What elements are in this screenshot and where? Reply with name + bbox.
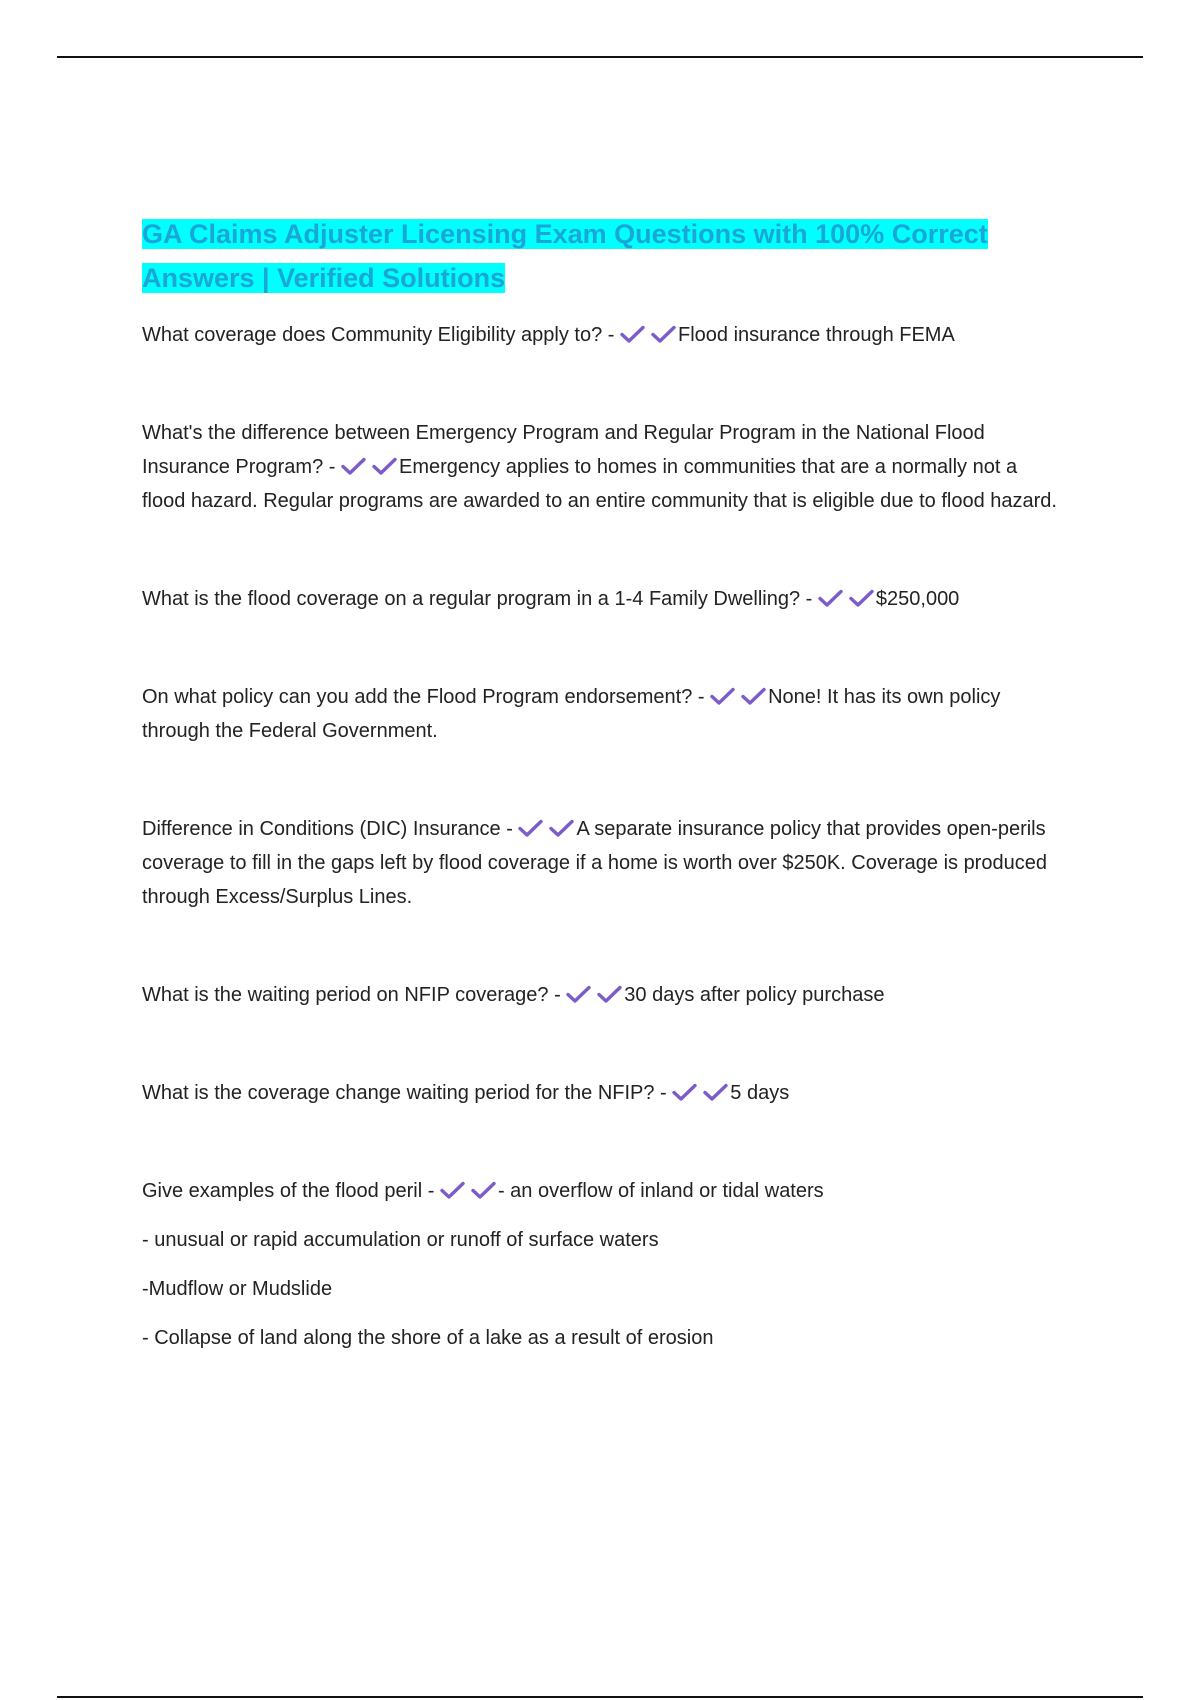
check-pair <box>672 1076 730 1110</box>
separator: - <box>422 1180 440 1202</box>
example-line: - unusual or rapid accumulation or runoff of surface waters <box>142 1229 659 1251</box>
question-text: What is the waiting period on NFIP coverage? <box>142 984 549 1006</box>
answer-text: - an overflow of inland or tidal waters <box>497 1180 824 1202</box>
page-title: GA Claims Adjuster Licensing Exam Questions with 100% Correct Answers | Verified Solutions <box>142 219 988 293</box>
checkmark-icon <box>672 1083 697 1101</box>
answer-text: None! It has its own policy through the Federal Government. <box>142 686 1001 742</box>
check-pair <box>710 680 768 714</box>
question-text: Give examples of the flood peril <box>142 1180 423 1202</box>
checkmark-icon <box>818 589 843 607</box>
question-text: What is the flood coverage on a regular program in a 1-4 Family Dwelling? <box>142 588 801 610</box>
checkmark-icon <box>710 687 735 705</box>
top-rule <box>57 56 1143 58</box>
check-pair <box>566 978 624 1012</box>
qa-item-2 <box>142 416 1062 518</box>
checkmark-icon <box>471 1181 496 1199</box>
answer-text: 5 days <box>730 1082 790 1104</box>
qa-item-8-main <box>142 1174 1062 1208</box>
separator: - <box>548 984 567 1006</box>
example-line: -Mudflow or Mudslide <box>142 1278 333 1300</box>
separator: - <box>323 456 341 478</box>
qa-item-3 <box>142 582 1062 616</box>
check-pair <box>518 812 576 846</box>
answer-text: Flood insurance through FEMA <box>678 324 955 346</box>
question-text: Difference in Conditions (DIC) Insurance <box>142 818 501 840</box>
qa-item-6 <box>142 978 1062 1012</box>
separator: - <box>692 686 711 708</box>
checkmark-icon <box>651 325 676 343</box>
check-pair <box>620 318 678 352</box>
separator: - <box>654 1082 673 1104</box>
separator: - <box>602 324 620 346</box>
qa-item-5 <box>142 812 1062 914</box>
checkmark-icon <box>620 325 645 343</box>
check-pair <box>440 1174 498 1208</box>
qa-item-1 <box>142 318 1062 352</box>
answer-text: $250,000 <box>875 588 960 610</box>
checkmark-icon <box>372 457 397 475</box>
page-content <box>142 212 1062 1355</box>
checkmark-icon <box>597 985 622 1003</box>
example-line: - Collapse of land along the shore of a lake as a result of erosion <box>142 1327 714 1349</box>
checkmark-icon <box>849 589 874 607</box>
qa-item-4 <box>142 680 1062 748</box>
qa-item-8 <box>142 1174 1062 1355</box>
question-text: On what policy can you add the Flood Program endorsement? <box>142 686 693 708</box>
question-text: What coverage does Community Eligibility apply to? <box>142 324 603 346</box>
qa-item-7 <box>142 1076 1062 1110</box>
separator: - <box>500 818 519 840</box>
checkmark-icon <box>549 819 574 837</box>
check-pair <box>341 450 399 484</box>
answer-text: Emergency applies to homes in communities that are a normally not a flood hazard. Regular programs are awarded to an entire community that is eligible due to flood hazard. <box>142 456 1057 512</box>
answer-text: 30 days after policy purchase <box>624 984 885 1006</box>
question-text: What's the difference between Emergency Program and Regular Program in the National Flood Insurance Program? <box>142 422 985 478</box>
bottom-rule <box>57 1696 1143 1698</box>
check-pair <box>818 582 876 616</box>
answer-text: A separate insurance policy that provides open-perils coverage to fill in the gaps left by flood coverage if a home is worth over $250K. Coverage is produced through Excess/Surplus Lines. <box>142 818 1047 908</box>
checkmark-icon <box>518 819 543 837</box>
checkmark-icon <box>566 985 591 1003</box>
checkmark-icon <box>741 687 766 705</box>
question-text: What is the coverage change waiting period for the NFIP? <box>142 1082 655 1104</box>
separator: - <box>800 588 818 610</box>
checkmark-icon <box>703 1083 728 1101</box>
checkmark-icon <box>440 1181 465 1199</box>
checkmark-icon <box>341 457 366 475</box>
